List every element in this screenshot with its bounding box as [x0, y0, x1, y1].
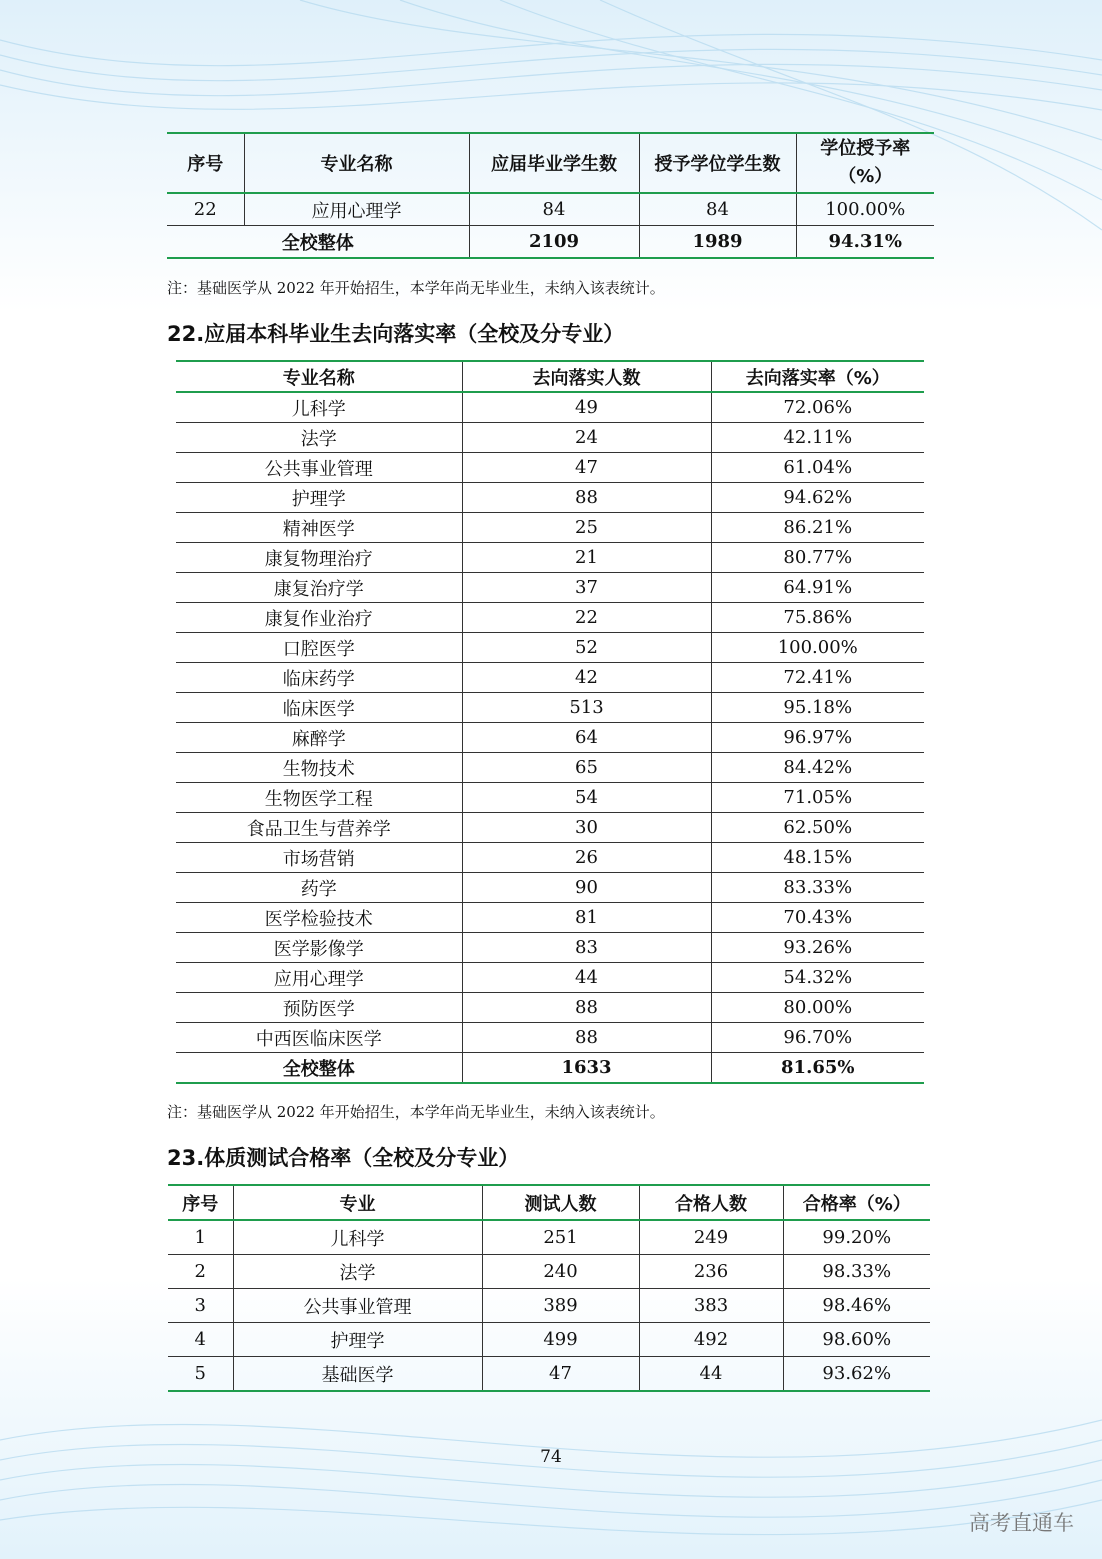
table-cell: 84: [469, 193, 639, 226]
table-row: [168, 1220, 930, 1255]
table-cell: 83.33%: [711, 873, 924, 903]
table-cell: 临床药学: [176, 663, 462, 693]
table-row: [176, 392, 924, 423]
table-cell: 54: [462, 783, 711, 813]
table-cell: 生物技术: [176, 753, 462, 783]
table-cell: 64.91%: [711, 573, 924, 603]
table-cell: 麻醉学: [176, 723, 462, 753]
header-line: （%）: [838, 166, 893, 187]
header-cell: [796, 133, 934, 193]
table-cell: 2109: [469, 226, 639, 259]
table-cell: 42.11%: [711, 423, 924, 453]
table-cell: 93.62%: [783, 1357, 930, 1392]
table-row: [168, 1289, 930, 1323]
table-cell: 应用心理学: [176, 963, 462, 993]
table-cell: 94.31%: [796, 226, 934, 259]
header-cell: 去向落实率（%）: [711, 361, 924, 392]
table-row: [176, 993, 924, 1023]
table-cell: 83: [462, 933, 711, 963]
header-cell: 授予学位学生数: [639, 133, 796, 193]
header-cell: 序号: [168, 1185, 233, 1220]
table-cell: 中西医临床医学: [176, 1023, 462, 1053]
table-cell: 240: [482, 1255, 639, 1289]
table-cell: 护理学: [233, 1323, 482, 1357]
table-cell: 65: [462, 753, 711, 783]
table-cell: 62.50%: [711, 813, 924, 843]
table-cell: 21: [462, 543, 711, 573]
table-note: 注：基础医学从 2022 年开始招生，本学年尚无毕业生，未纳入该表统计。: [167, 279, 665, 297]
table-cell: 临床医学: [176, 693, 462, 723]
table-cell: 81: [462, 903, 711, 933]
header-cell: 合格人数: [639, 1185, 783, 1220]
table-row: [176, 693, 924, 723]
table-cell: 药学: [176, 873, 462, 903]
table-cell: 5: [194, 1363, 206, 1384]
table-cell: 应用心理学: [244, 193, 469, 226]
table-cell: 90: [462, 873, 711, 903]
page-number: 74: [540, 1447, 562, 1467]
table-cell: 康复治疗学: [176, 573, 462, 603]
table-row: [176, 663, 924, 693]
table-cell: 1633: [462, 1053, 711, 1084]
employment-rate-table: [176, 360, 924, 1084]
table-row: [176, 933, 924, 963]
table-cell: 98.33%: [783, 1255, 930, 1289]
table-row: [176, 453, 924, 483]
table-row: [176, 723, 924, 753]
fitness-test-table: [168, 1184, 930, 1392]
table-row: [176, 1023, 924, 1053]
table-cell: 44: [462, 963, 711, 993]
table-cell: 70.43%: [711, 903, 924, 933]
table-row: [176, 753, 924, 783]
table-row: [176, 903, 924, 933]
table-cell: 1: [168, 1220, 233, 1255]
table-row: [176, 813, 924, 843]
table-cell: 公共事业管理: [176, 453, 462, 483]
table-cell: 精神医学: [176, 513, 462, 543]
header-cell: 应届毕业学生数: [469, 133, 639, 193]
table-cell: 生物医学工程: [176, 783, 462, 813]
table-row: [176, 873, 924, 903]
table-row: [176, 783, 924, 813]
table-cell: 84: [639, 193, 796, 226]
table-row: [176, 843, 924, 873]
table-row: [176, 603, 924, 633]
header-cell: 去向落实人数: [462, 361, 711, 392]
table-cell: 医学影像学: [176, 933, 462, 963]
table-cell: 249: [639, 1220, 783, 1255]
table-cell: 1989: [639, 226, 796, 259]
table-cell: 康复作业治疗: [176, 603, 462, 633]
table-cell: 25: [462, 513, 711, 543]
table-row: [176, 573, 924, 603]
table-cell: 康复物理治疗: [176, 543, 462, 573]
header-cell: 专业: [233, 1185, 482, 1220]
table-cell: 80.77%: [711, 543, 924, 573]
table-cell: 513: [462, 693, 711, 723]
table-cell: 22: [167, 193, 244, 226]
table-header-row: [176, 361, 924, 392]
table-cell: 98.46%: [783, 1289, 930, 1323]
table-cell: 42: [462, 663, 711, 693]
table-cell: 88: [462, 1023, 711, 1053]
table-cell: 47: [482, 1357, 639, 1392]
table-row: [168, 1323, 930, 1357]
table-cell: 30: [462, 813, 711, 843]
table-cell: 72.41%: [711, 663, 924, 693]
degree-rate-table: [167, 132, 934, 259]
table-cell: 80.00%: [711, 993, 924, 1023]
table-row: [176, 513, 924, 543]
table-cell: 52: [462, 633, 711, 663]
table-cell: 100.00%: [796, 193, 934, 226]
table-cell: 22: [462, 603, 711, 633]
table-row: [176, 423, 924, 453]
table-cell: 3: [168, 1289, 233, 1323]
header-cell: 专业名称: [244, 133, 469, 193]
table-cell: 71.05%: [711, 783, 924, 813]
table-row: [176, 633, 924, 663]
table-cell: 37: [462, 573, 711, 603]
table-cell: 44: [639, 1357, 783, 1392]
header-cell: 序号: [167, 133, 244, 193]
table-cell: 100.00%: [711, 633, 924, 663]
table-total-row: [176, 1053, 924, 1084]
section-heading: 23.体质测试合格率（全校及分专业）: [167, 1146, 520, 1170]
table-cell: 48.15%: [711, 843, 924, 873]
table-cell: 94.62%: [711, 483, 924, 513]
header-cell: 专业名称: [176, 361, 462, 392]
table-cell: 99.20%: [783, 1220, 930, 1255]
table-cell: 64: [462, 723, 711, 753]
table-row: [168, 1255, 930, 1289]
table-cell: 4: [168, 1323, 233, 1357]
table-row: [176, 483, 924, 513]
header-cell: 测试人数: [482, 1185, 639, 1220]
table-cell: 基础医学: [233, 1357, 482, 1392]
table-cell: 54.32%: [711, 963, 924, 993]
table-cell: 61.04%: [711, 453, 924, 483]
table-cell: 389: [482, 1289, 639, 1323]
table-cell: 法学: [176, 423, 462, 453]
table-cell: 儿科学: [176, 392, 462, 423]
table-cell: 383: [639, 1289, 783, 1323]
table-cell: 96.70%: [711, 1023, 924, 1053]
section-heading: 22.应届本科毕业生去向落实率（全校及分专业）: [167, 322, 625, 346]
table-cell: 预防医学: [176, 993, 462, 1023]
table-row: [168, 1357, 930, 1392]
table-cell: 88: [462, 993, 711, 1023]
table-cell: 98.60%: [783, 1323, 930, 1357]
table-cell: 95.18%: [711, 693, 924, 723]
table-cell: 86.21%: [711, 513, 924, 543]
table-header-row: [168, 1185, 930, 1220]
table-cell: 49: [462, 392, 711, 423]
table-cell: 法学: [233, 1255, 482, 1289]
table-cell: 24: [462, 423, 711, 453]
table-cell: 236: [639, 1255, 783, 1289]
watermark-text: 高考直通车: [969, 1511, 1074, 1535]
table-total-row: [167, 226, 934, 259]
table-cell: 492: [639, 1323, 783, 1357]
table-cell: 公共事业管理: [233, 1289, 482, 1323]
table-cell: 499: [482, 1323, 639, 1357]
table-cell: 市场营销: [176, 843, 462, 873]
table-row: [167, 193, 934, 226]
table-cell: 84.42%: [711, 753, 924, 783]
table-cell: 88: [462, 483, 711, 513]
table-cell: 儿科学: [233, 1220, 482, 1255]
table-cell: 47: [462, 453, 711, 483]
table-note: 注：基础医学从 2022 年开始招生，本学年尚无毕业生，未纳入该表统计。: [167, 1103, 665, 1121]
table-cell: 75.86%: [711, 603, 924, 633]
table-cell: 医学检验技术: [176, 903, 462, 933]
table-cell: 2: [168, 1255, 233, 1289]
table-cell: 口腔医学: [176, 633, 462, 663]
table-cell: 93.26%: [711, 933, 924, 963]
table-cell: 26: [462, 843, 711, 873]
table-cell: 护理学: [176, 483, 462, 513]
table-cell: 96.97%: [711, 723, 924, 753]
table-cell: 251: [482, 1220, 639, 1255]
table-cell: 72.06%: [711, 392, 924, 423]
total-label: 全校整体: [281, 232, 354, 254]
header-line: 学位授予率: [820, 138, 911, 159]
header-cell: 合格率（%）: [783, 1185, 930, 1220]
table-cell: 81.65%: [711, 1053, 924, 1084]
total-label: 全校整体: [282, 1058, 355, 1080]
table-header-row: [167, 133, 934, 193]
table-row: [176, 543, 924, 573]
table-row: [176, 963, 924, 993]
table-cell: 食品卫生与营养学: [176, 813, 462, 843]
